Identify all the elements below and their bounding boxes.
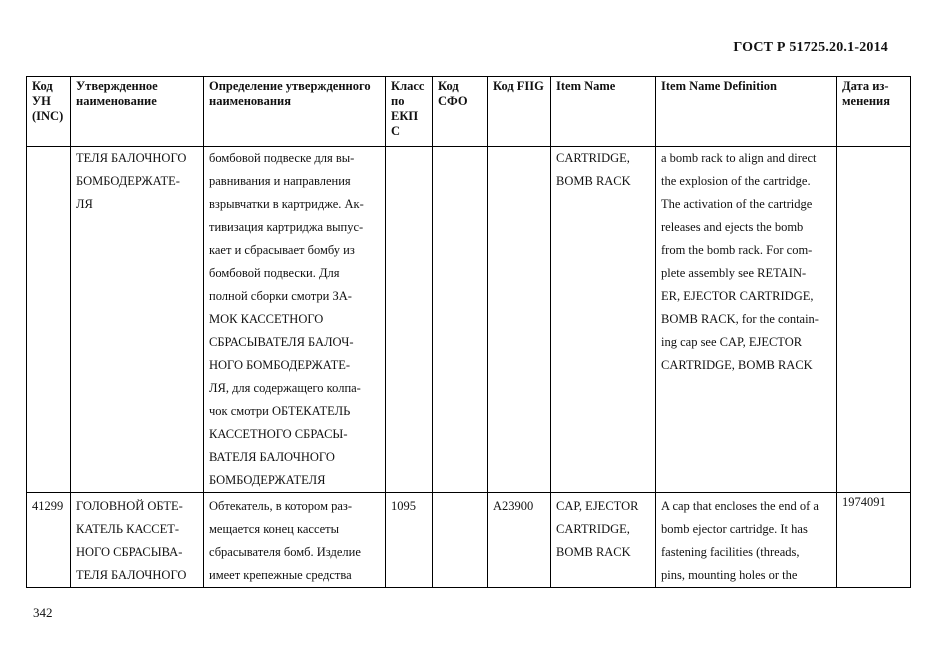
gost-table — [26, 76, 911, 588]
cell-line: КАТЕЛЬ КАССЕТ- — [76, 522, 180, 536]
header-line: Код — [493, 79, 514, 93]
cell-line: BOMB RACK, for the contain- — [661, 312, 819, 326]
cell-line: ТЕЛЯ БАЛОЧНОГО — [76, 151, 187, 165]
col-header-item-name-definition — [656, 77, 837, 147]
cell-line: ЛЯ — [76, 197, 93, 211]
col-header-sfo — [433, 77, 488, 147]
cell-line: НОГО СБРАСЫВА- — [76, 545, 183, 559]
cell-change-date: 1974091 — [837, 493, 911, 588]
cell-line: bomb ejector cartridge. It has — [661, 522, 808, 536]
header-line: Item Name — [556, 79, 616, 93]
cell-item-name-definition — [656, 147, 837, 493]
cell-fiig: A23900 — [488, 493, 551, 588]
header-row — [27, 77, 911, 147]
cell-line: чок смотри ОБТЕКАТЕЛЬ — [209, 404, 351, 418]
col-header-change-date — [837, 77, 911, 147]
cell-line: CAP, EJECTOR — [556, 499, 639, 513]
cell-item-name — [551, 493, 656, 588]
cell-fiig — [488, 147, 551, 493]
header-line: менения — [842, 94, 890, 108]
col-header-definition — [204, 77, 386, 147]
cell-approved-name — [71, 493, 204, 588]
header-line: УН — [32, 94, 51, 108]
cell-line: plete assembly see RETAIN- — [661, 266, 807, 280]
cell-line: ГОЛОВНОЙ ОБТЕ- — [76, 499, 183, 513]
header-line: С — [391, 124, 401, 138]
cell-line: The activation of the cartridge — [661, 197, 813, 211]
header-line: ЕКП — [391, 109, 419, 123]
cell-sfo — [433, 147, 488, 493]
cell-sfo — [433, 493, 488, 588]
header-line: FIIG — [516, 79, 544, 93]
cell-line: ER, EJECTOR CARTRIDGE, — [661, 289, 814, 303]
cell-line: releases and ejects the bomb — [661, 220, 804, 234]
page-number: 342 — [33, 605, 53, 620]
cell-line: БОМБОДЕРЖАТЕ- — [76, 174, 180, 188]
cell-line: fastening facilities (threads, — [661, 545, 800, 559]
cell-item-name-definition — [656, 493, 837, 588]
cell-line: ing cap see CAP, EJECTOR — [661, 335, 803, 349]
cell-inc — [27, 147, 71, 493]
cell-inc: 41299 — [27, 493, 71, 588]
cell-line: мещается конец кассеты — [209, 522, 340, 536]
cell-line: КАССЕТНОГО СБРАСЫ- — [209, 427, 348, 441]
header-line: по — [391, 94, 405, 108]
cell-line: BOMB RACK — [556, 545, 631, 559]
cell-line: CARTRIDGE, — [556, 151, 630, 165]
header-line: Дата из- — [842, 79, 889, 93]
col-header-fiig — [488, 77, 551, 147]
cell-item-name — [551, 147, 656, 493]
cell-line: A cap that encloses the end of a — [661, 499, 819, 513]
header-line: Код — [32, 79, 53, 93]
header-line: Код — [438, 79, 459, 93]
cell-change-date — [837, 147, 911, 493]
cell-line: равнивания и направления — [209, 174, 351, 188]
cell-line: бомбовой подвеске для вы- — [209, 151, 355, 165]
cell-line: СБРАСЫВАТЕЛЯ БАЛОЧ- — [209, 335, 354, 349]
col-header-inc — [27, 77, 71, 147]
header-line: Определение — [209, 79, 283, 93]
cell-line: pins, mounting holes or the — [661, 568, 798, 582]
cell-approved-name — [71, 147, 204, 493]
cell-definition — [204, 493, 386, 588]
header-line: Item Name Definition — [661, 79, 777, 93]
header-line: наименование — [76, 94, 157, 108]
cell-line: полной сборки смотри ЗА- — [209, 289, 352, 303]
col-header-item-name — [551, 77, 656, 147]
cell-ekps — [386, 147, 433, 493]
cell-ekps: 1095 — [386, 493, 433, 588]
document-code: ГОСТ Р 51725.20.1-2014 — [733, 40, 888, 55]
cell-line: сбрасывателя бомб. Изделие — [209, 545, 361, 559]
cell-line: кает и сбрасывает бомбу из — [209, 243, 355, 257]
header-line: (INC) — [32, 109, 64, 123]
cell-line: бомбовой подвески. Для — [209, 266, 340, 280]
cell-line: ТЕЛЯ БАЛОЧНОГО — [76, 568, 187, 582]
header-line: утвержденного — [285, 79, 371, 93]
header-line: Утвержденное — [76, 79, 158, 93]
cell-line: the explosion of the cartridge. — [661, 174, 811, 188]
cell-line: ВАТЕЛЯ БАЛОЧНОГО — [209, 450, 335, 464]
cell-line: БОМБОДЕРЖАТЕЛЯ — [209, 473, 326, 487]
cell-definition — [204, 147, 386, 493]
cell-line: МОК КАССЕТНОГО — [209, 312, 324, 326]
cell-line: взрывчатки в картридже. Ак- — [209, 197, 364, 211]
table-row — [27, 493, 911, 588]
cell-line: тивизация картриджа выпус- — [209, 220, 364, 234]
cell-line: ЛЯ, для содержащего колпа- — [209, 381, 361, 395]
header-line: Класс — [391, 79, 425, 93]
cell-line: НОГО БОМБОДЕРЖАТЕ- — [209, 358, 351, 372]
cell-line: Обтекатель, в котором раз- — [209, 499, 352, 513]
col-header-ekps — [386, 77, 433, 147]
table-row — [27, 147, 911, 493]
cell-line: CARTRIDGE, — [556, 522, 630, 536]
cell-line: CARTRIDGE, BOMB RACK — [661, 358, 813, 372]
cell-line: from the bomb rack. For com- — [661, 243, 813, 257]
header-line: наименования — [209, 94, 292, 108]
header-line: СФО — [438, 94, 468, 108]
cell-line: имеет крепежные средства — [209, 568, 352, 582]
cell-line: a bomb rack to align and direct — [661, 151, 817, 165]
col-header-approved-name — [71, 77, 204, 147]
cell-line: BOMB RACK — [556, 174, 631, 188]
